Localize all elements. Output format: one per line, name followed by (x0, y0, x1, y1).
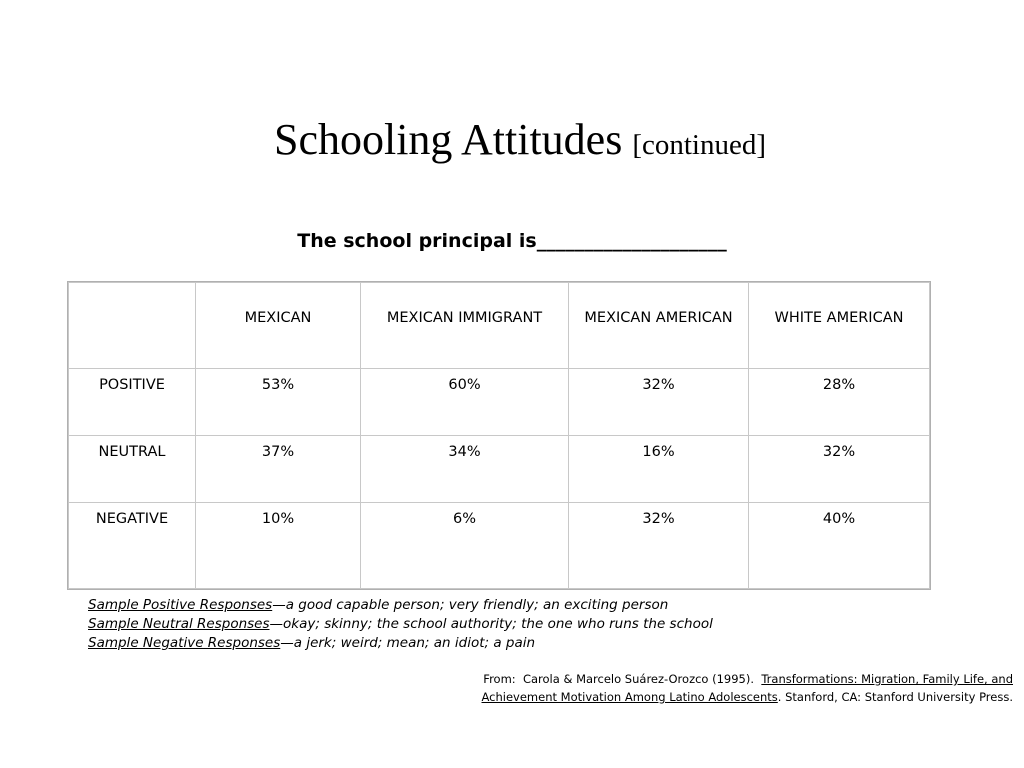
row-label: POSITIVE (69, 369, 196, 436)
source-citation (482, 670, 1014, 706)
table-row (69, 503, 930, 589)
citation-book-title-cont: Achievement Motivation Among Latino Adolescents (481, 690, 778, 704)
sample-negative (88, 634, 713, 653)
table-cell: 37% (196, 436, 361, 503)
sample-label: Sample Positive Responses (88, 597, 273, 613)
table-row (69, 436, 930, 503)
table-cell: 40% (749, 503, 930, 589)
sample-label: Sample Neutral Responses (88, 616, 270, 632)
table-header-cell: MEXICAN AMERICAN (569, 283, 749, 369)
title-main: Schooling Attitudes (273, 115, 623, 164)
citation-book-title: Transformations: Migration, Family Life, and (761, 672, 1013, 686)
table-cell: 32% (569, 503, 749, 589)
row-label: NEUTRAL (69, 436, 196, 503)
sample-text: —a good capable person; very friendly; an exciting person (272, 597, 669, 613)
row-label: NEGATIVE (69, 503, 196, 589)
sample-neutral (88, 615, 713, 634)
results-table (68, 282, 930, 589)
table-cell: 32% (569, 369, 749, 436)
sample-responses (88, 596, 713, 653)
slide-title (0, 112, 1024, 173)
table-header-row (69, 283, 930, 369)
survey-question: The school principal is____________________ (297, 230, 727, 252)
table-cell: 10% (196, 503, 361, 589)
table-cell: 53% (196, 369, 361, 436)
table-cell: 6% (361, 503, 569, 589)
citation-line-2 (482, 688, 1014, 706)
citation-publisher: . Stanford, CA: Stanford University Press. (777, 690, 1013, 704)
table-cell: 60% (361, 369, 569, 436)
table-cell: 28% (749, 369, 930, 436)
sample-text: —okay; skinny; the school authority; the one who runs the school (269, 616, 713, 632)
sample-label: Sample Negative Responses (88, 635, 281, 651)
table-header-cell: MEXICAN (196, 283, 361, 369)
citation-prefix: From: Carola & Marcelo Suárez-Orozco (1995). (483, 672, 762, 686)
table-header-cell: MEXICAN IMMIGRANT (361, 283, 569, 369)
table-header-cell: WHITE AMERICAN (749, 283, 930, 369)
table-cell: 34% (361, 436, 569, 503)
citation-line-1 (482, 670, 1014, 688)
table-cell: 16% (569, 436, 749, 503)
table-cell: 32% (749, 436, 930, 503)
sample-positive (88, 596, 713, 615)
table-header-cell (69, 283, 196, 369)
title-subtitle: [continued] (632, 129, 767, 161)
sample-text: —a jerk; weird; mean; an idiot; a pain (280, 635, 536, 651)
table-row (69, 369, 930, 436)
